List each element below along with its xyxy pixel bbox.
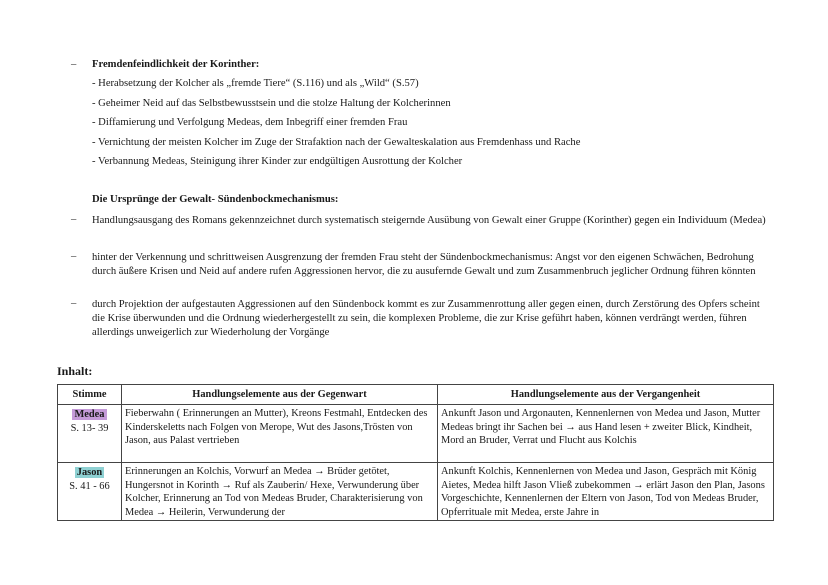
header-stimme: Stimme [58, 385, 122, 405]
past-cell [438, 463, 774, 521]
stimme-cell [58, 463, 122, 521]
list-item: - Verbannung Medeas, Steinigung ihrer Kinder zur endgültigen Ausrottung der Kolcher [92, 156, 463, 167]
past-text: Ankunft Jason und Argonauten, Kennenlernen von Medea und Jason, Mutter Medeas bringt ihr Sachen bei → aus Hand lesen + zweiter Blick, Kindheit, Mord an Bruder, Verrat und Flucht aus Kolchis [441, 408, 761, 447]
paragraph: hinter der Verkennung und schrittweisen Ausgrenzung der fremden Frau steht der Sündenbockmechanismus: Angst vor den eigenen Schwächen, Bedrohung durch äußere Krisen und Neid auf andere rufen Aggressionen hervor, die zu ausufernde Gewalt und zum Zusammenbruch jeglicher Ordnung führen könnten [92, 252, 756, 278]
present-text: Erinnerungen an Kolchis, Vorwurf an Medea → Brüder getötet, Hungersnot in Korinth → Ruf als Zauberin/ Hexe, Verwunderung über Kolcher, Erinnerung an Tod von Medeas Bruder, Charakterisierung von Medea → Heilerin, Verwunderung der [125, 466, 423, 518]
inhalt-title: Inhalt: [57, 364, 93, 378]
bullet-dash: – [71, 251, 77, 262]
past-text: Ankunft Kolchis, Kennenlernen von Medea und Jason, Gespräch mit König Aietes, Medea hilft Jason Vließ zubekommen → erlärt Jason den Plan, Jasons Vorgeschichte, Kennenlernen der Eltern von Jason, Tod von Medeas Bruder, Opferrituale mit Medea, erste Jahre in [441, 466, 765, 518]
inhalt-table [57, 384, 774, 521]
bullet-dash: – [71, 214, 77, 225]
bullet-dash: – [71, 59, 77, 70]
list-item: - Diffamierung und Verfolgung Medeas, dem Inbegriff einer fremden Frau [92, 117, 408, 128]
list-item: - Vernichtung der meisten Kolcher im Zuge der Strafaktion nach der Gewalteskalation aus Fremdenhass und Rache [92, 137, 581, 148]
list-item: - Geheimer Neid auf das Selbstbewusstsein und die stolze Haltung der Kolcherinnen [92, 98, 451, 109]
present-text: Fieberwahn ( Erinnerungen an Mutter), Kreons Festmahl, Entdecken des Kinderskeletts nach Folgen von Merope, Wut des Jasons,Trösten von Jason, aus Palast vertrieben [125, 408, 428, 447]
bullet-dash: – [71, 298, 77, 309]
stimme-name: Jason [76, 467, 103, 479]
header-vergangenheit: Handlungselemente aus der Vergangenheit [438, 385, 774, 405]
header-gegenwart: Handlungselemente aus der Gegenwart [122, 385, 438, 405]
paragraph: Handlungsausgang des Romans gekennzeichnet durch systematisch steigernde Ausübung von Gewalt einer Gruppe (Korinther) gegen ein Individuum (Medea) [92, 215, 766, 226]
table-row [58, 405, 774, 463]
section-title-fremdenfeindlichkeit: Fremdenfeindlichkeit der Korinther: [92, 59, 260, 70]
stimme-pages: S. 41 - 66 [69, 480, 110, 492]
stimme-pages: S. 13- 39 [70, 422, 109, 434]
past-cell [438, 405, 774, 463]
table-header-row [58, 385, 774, 405]
stimme-cell [58, 405, 122, 463]
paragraph: durch Projektion der aufgestauten Aggressionen auf den Sündenbock kommt es zur Zusammenrottung aller gegen einen, durch Zerstörung des Opfers scheint die Krise überwunden und die Ordnung wiederhergestellt zu sein, die komplexen Probleme, die zur Krise geführt haben, können verdrängt werden, führen allerdings unweigerlich zur Wiederholung der Vorgänge [92, 299, 760, 339]
list-item: - Herabsetzung der Kolcher als „fremde Tiere“ (S.116) und als „Wild“ (S.57) [92, 78, 419, 89]
table-row [58, 463, 774, 521]
stimme-name: Medea [74, 409, 105, 421]
section-title-suendenbock: Die Ursprünge der Gewalt- Sündenbockmechanismus: [92, 194, 339, 205]
present-cell [122, 405, 438, 463]
present-cell [122, 463, 438, 521]
